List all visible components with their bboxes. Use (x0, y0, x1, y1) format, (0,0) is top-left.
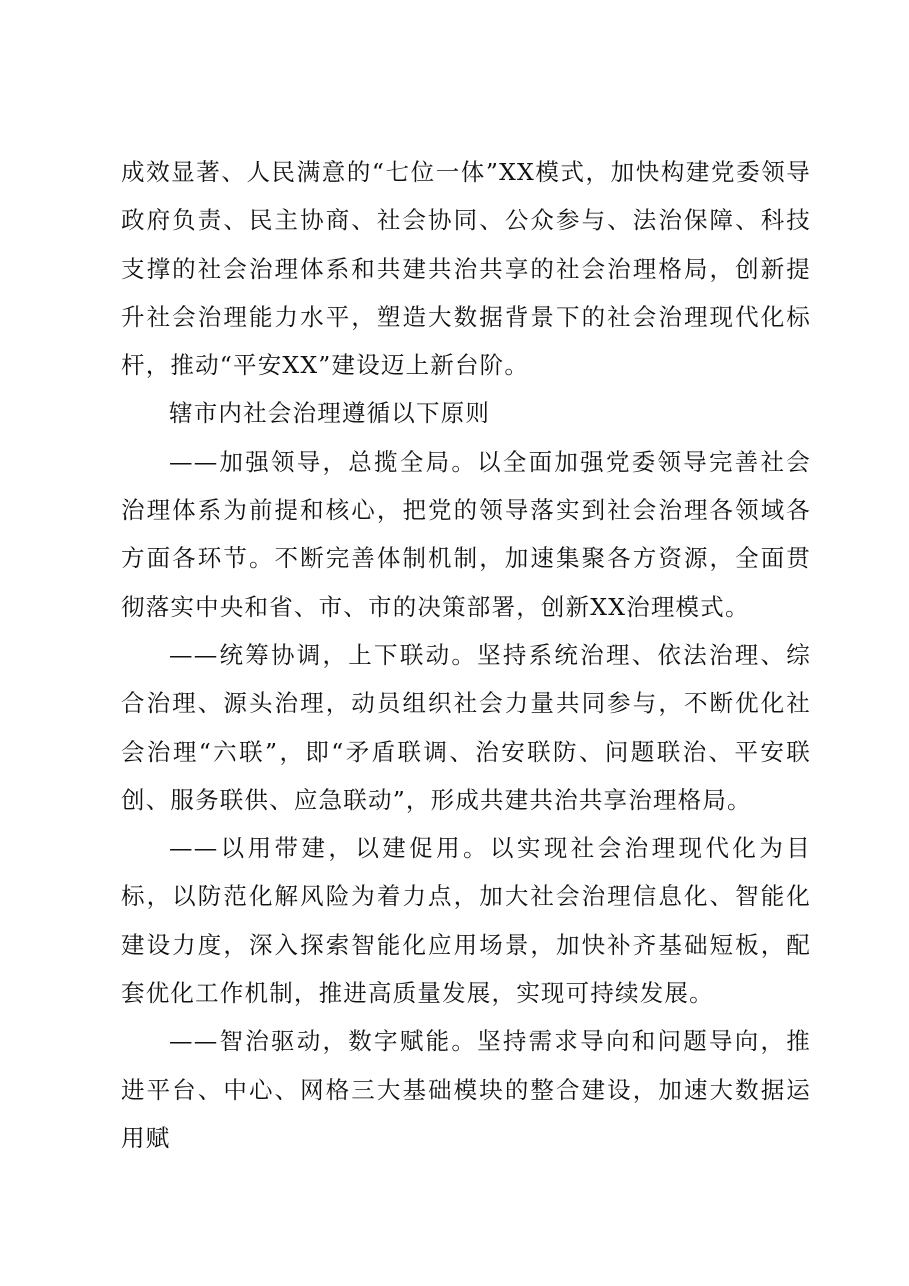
paragraph-principle-application: ——以用带建，以建促用。以实现社会治理现代化为目标，以防范化解风险为着力点，加大社会治理信息化、智能化建设力度，深入探索智能化应用场景，加快补齐基础短板，配套优化工作机制，推进高质量发展，实现可持续发展。 (121, 834, 811, 1008)
paragraph-principle-leadership: ——加强领导，总揽全局。以全面加强党委领导完善社会治理体系为前提和核心，把党的领导落实到社会治理各领域各方面各环节。不断完善体制机制，加速集聚各方资源，全面贯彻落实中央和省、市、市的决策部署，创新XX治理模式。 (121, 447, 811, 621)
paragraph-principles-heading: 辖市内社会治理遵循以下原则 (169, 399, 491, 428)
paragraph-intro-continued: 成效显著、人民满意的“七位一体”XX模式，加快构建党委领导政府负责、民主协商、社会协同、公众参与、法治保障、科技支撑的社会治理体系和共建共治共享的社会治理格局，创新提升社会治理能力水平，塑造大数据背景下的社会治理现代化标杆，推动“平安XX”建设迈上新台阶。 (121, 158, 811, 380)
paragraph-principle-digital: ——智治驱动，数字赋能。坚持需求导向和问题导向，推进平台、中心、网格三大基础模块的整合建设，加速大数据运用赋 (121, 1027, 811, 1152)
paragraph-principle-coordination: ——统筹协调，上下联动。坚持系统治理、依法治理、综合治理、源头治理，动员组织社会力量共同参与，不断优化社会治理“六联”，即“矛盾联调、治安联防、问题联治、平安联创、服务联供、应急联动”，形成共建共治共享治理格局。 (121, 640, 811, 814)
document-body (121, 148, 811, 1162)
